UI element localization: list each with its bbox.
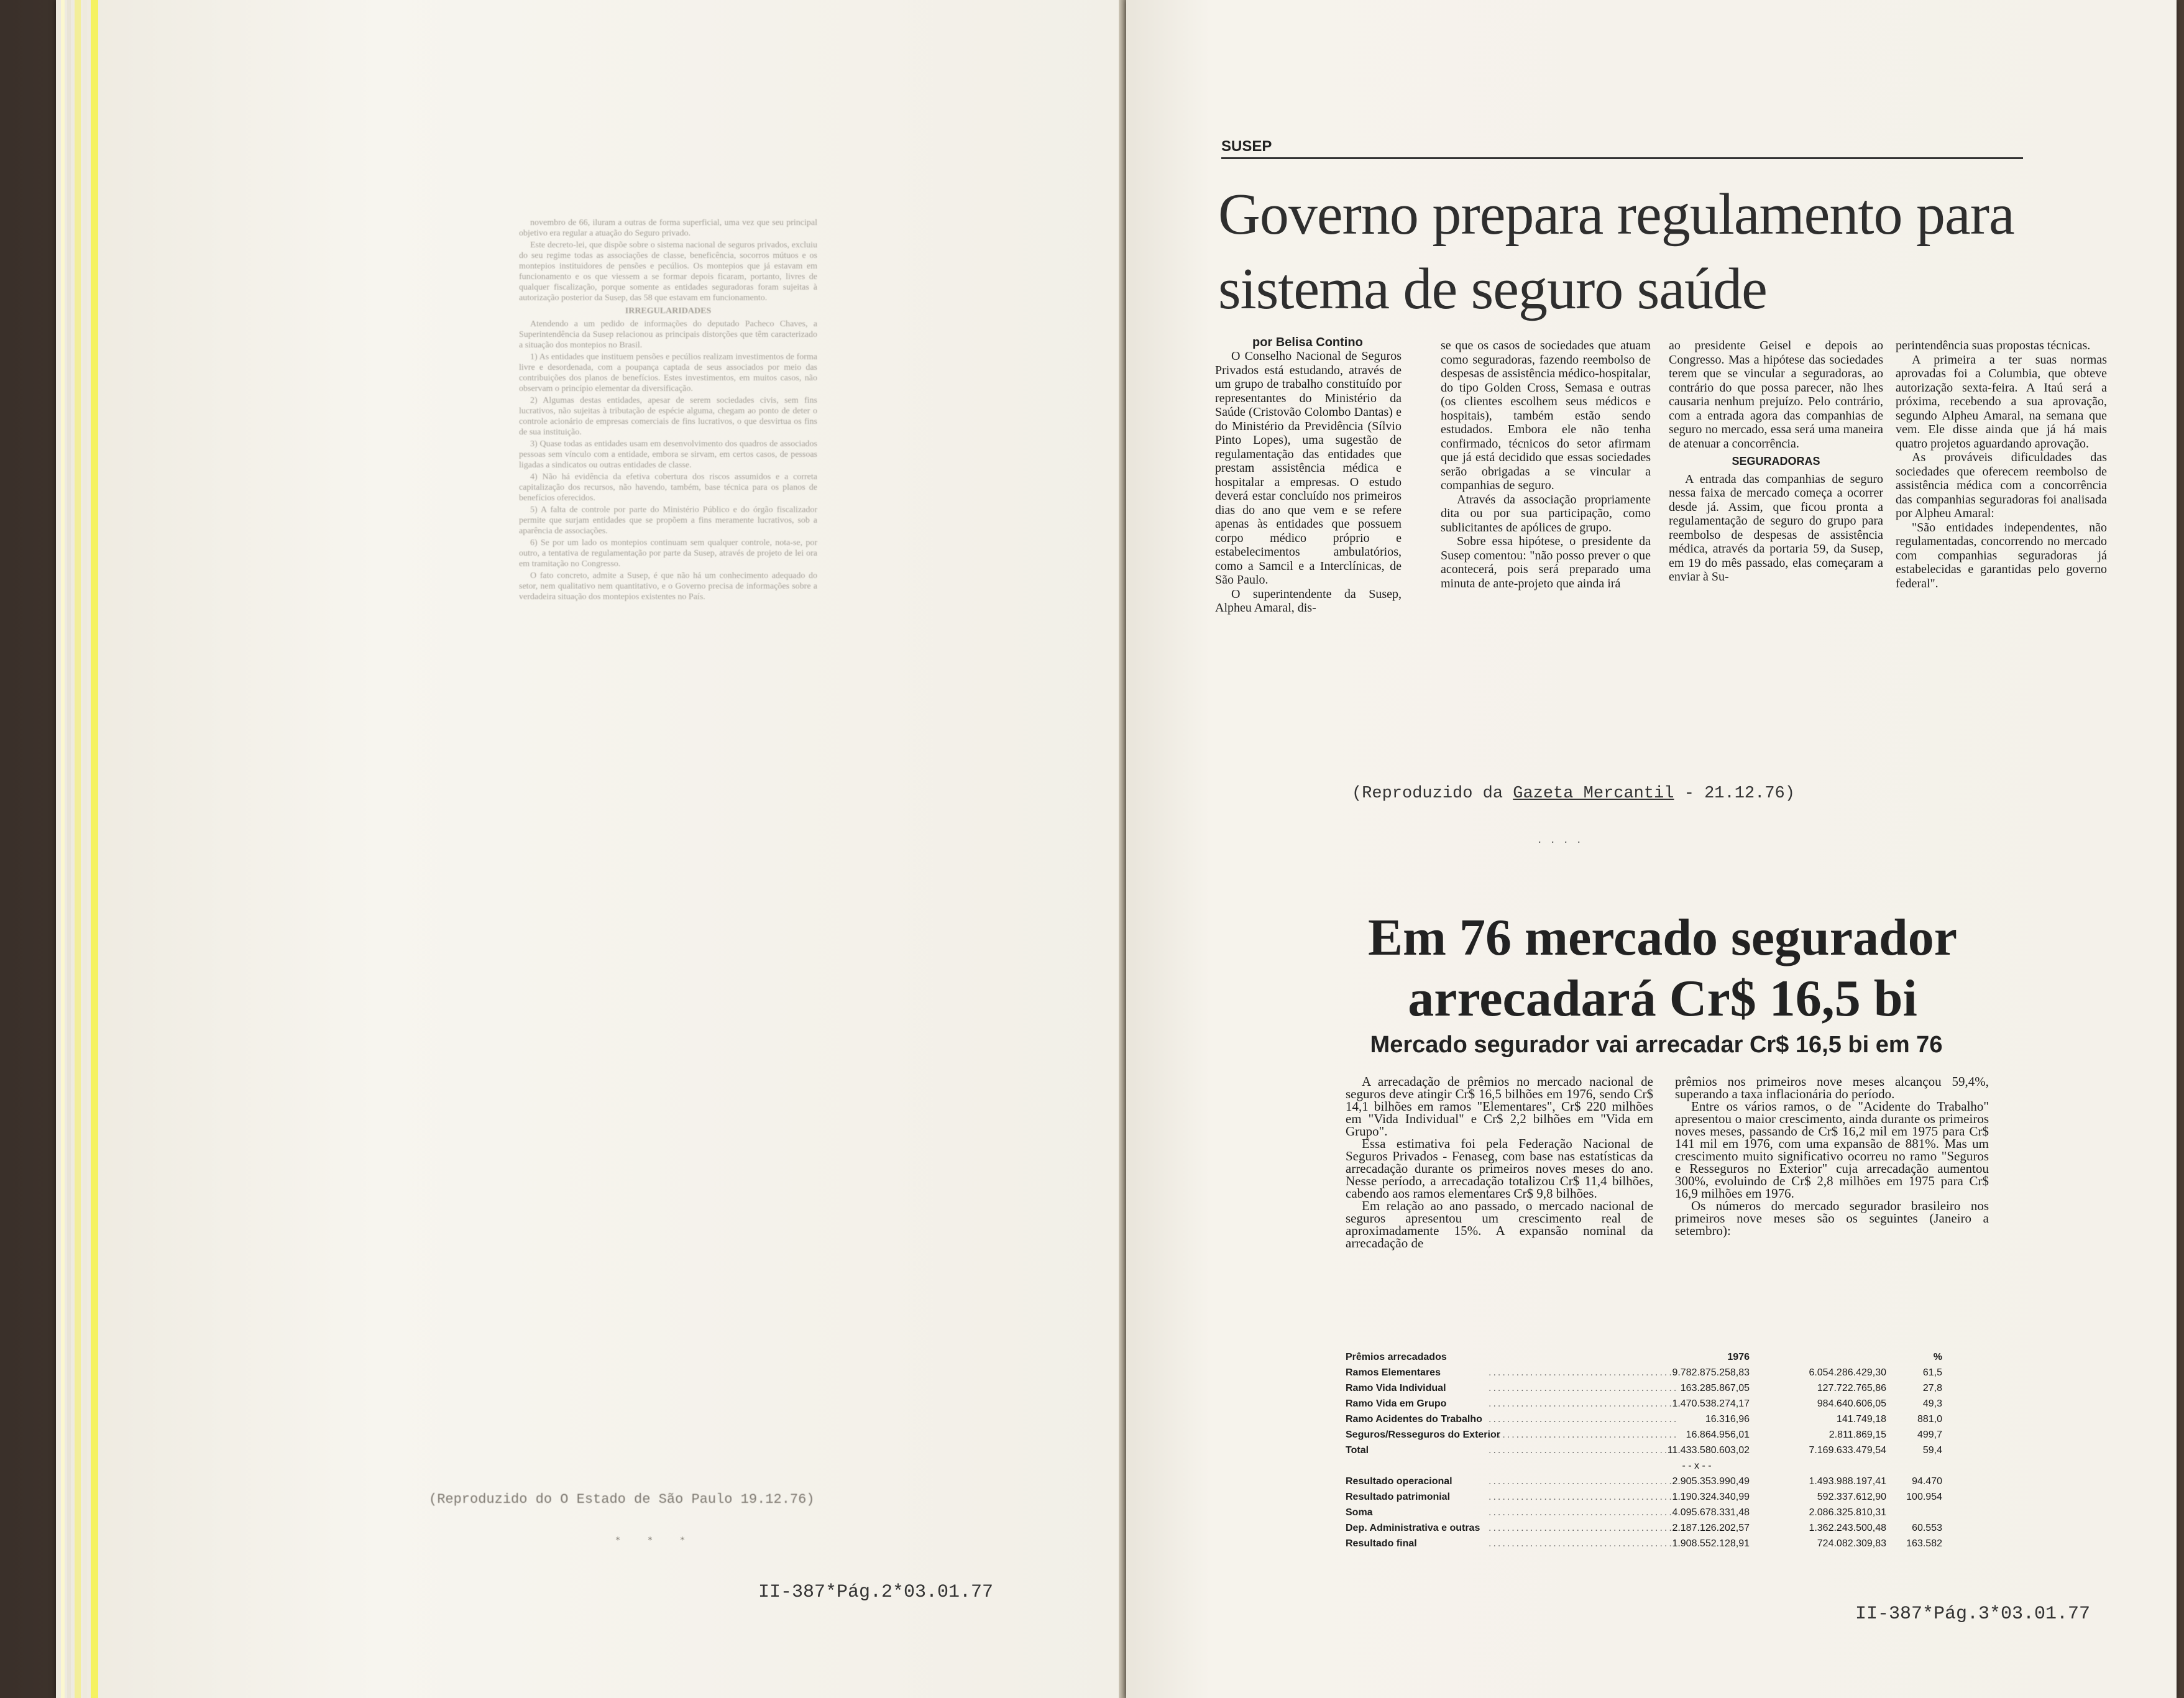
row-label: Ramo Acidentes do Trabalho — [1346, 1414, 1482, 1425]
table-row — [1346, 1398, 1986, 1414]
leader-dots: ......................................... — [1489, 1414, 1679, 1425]
separator-dots: . . . . — [1538, 833, 1584, 845]
paragraph: A entrada das companhias de seguro nessa faixa de mercado começa a ocorrer desde já. Assim, que ficou pronta a regulamentação de seguro do grupo para reembolso de despesas de assistência médica, através da portaria 59, da Susep, em 19 do mês passado, elas começaram a enviar à Su- — [1669, 472, 1883, 584]
value-1975: 6.054.286.429,30 — [1809, 1367, 1886, 1378]
source-line-gazeta — [1352, 784, 1795, 803]
value-1976: 9.782.875.258,83 — [1672, 1367, 1750, 1378]
leader-dots: ......................................... — [1489, 1492, 1679, 1502]
leader-dots: ......................................... — [1489, 1445, 1679, 1456]
table-row — [1346, 1507, 1986, 1523]
paragraph: Os números do mercado segurador brasileiro nos primeiros nove meses são os seguintes (Janeiro a setembro): — [1675, 1198, 1989, 1238]
value-1975: 2.086.325.810,31 — [1809, 1507, 1886, 1518]
table-header-row — [1346, 1352, 1986, 1367]
faded-paragraph: novembro de 66, iluram a outras de forma superficial, uma vez que seu principal objetivo era regular a atuação do Seguro privado. — [519, 218, 817, 238]
value-1976: 11.433.580.603,02 — [1667, 1445, 1750, 1456]
value-1976: 2.187.126.202,57 — [1672, 1523, 1750, 1533]
row-label: Resultado patrimonial — [1346, 1492, 1451, 1502]
row-label: Total — [1346, 1445, 1369, 1456]
value-pct: 881,0 — [1917, 1414, 1942, 1425]
headline-2: Em 76 mercado segurador arrecadará Cr$ 16,5 bi — [1368, 909, 1957, 1027]
value-1976: 1.190.324.340,99 — [1672, 1492, 1750, 1502]
row-label: Ramo Vida Individual — [1346, 1383, 1446, 1393]
faded-subhead: IRREGULARIDADES — [625, 306, 712, 316]
table-row — [1346, 1476, 1986, 1492]
page-edge — [83, 0, 87, 1698]
value-1975: 127.722.765,86 — [1817, 1383, 1886, 1393]
table-row — [1346, 1538, 1986, 1554]
row-label: Dep. Administrativa e outras — [1346, 1523, 1480, 1533]
value-1975: 592.337.612,90 — [1817, 1492, 1886, 1502]
table-body-2 — [1346, 1476, 1986, 1554]
table-row — [1346, 1445, 1986, 1461]
paragraph: perintendência suas propostas técnicas. — [1896, 339, 2091, 352]
paragraph: Essa estimativa foi pela Federação Nacional de Seguros Privados - Fenaseg, com base nas estatísticas da arrecadação durante os primeiros noves meses do ano. Nesse período, a arrecadação totalizou Cr$ 11,4 bilhões, cabendo aos ramos elementares Cr$ 9,8 bilhões. — [1346, 1136, 1653, 1201]
value-pct: 60.553 — [1912, 1523, 1942, 1533]
value-1975: 141.749,18 — [1836, 1414, 1886, 1425]
leader-dots: ......................................... — [1489, 1367, 1679, 1378]
value-pct: 499,7 — [1917, 1430, 1942, 1440]
source-paper: Gazeta Mercantil — [1513, 784, 1674, 803]
value-pct: 49,3 — [1922, 1398, 1942, 1409]
leader-dots: ......................................... — [1489, 1476, 1679, 1487]
paragraph: prêmios nos primeiros nove meses alcançou 59,4%, superando a taxa inflacionária do período. — [1675, 1074, 1989, 1101]
left-page-number: II-387*Pág.2*03.01.77 — [758, 1582, 994, 1603]
value-1976: 163.285.867,05 — [1680, 1383, 1750, 1393]
faded-article — [519, 218, 817, 1436]
leader-dots: ......................................... — [1489, 1523, 1679, 1533]
faded-paragraph: Atendendo a um pedido de informações do deputado Pacheco Chaves, a Superintendência da Susep relacionou as principais distorções que têm caracterizado a situação dos montepios no Brasil. — [519, 319, 817, 350]
value-pct: 100.954 — [1906, 1492, 1942, 1502]
table-row — [1346, 1383, 1986, 1398]
left-page — [56, 0, 1125, 1698]
paragraph: A primeira a ter suas normas aprovadas foi a Columbia, que obteve autorização sexta-feira. A Itaú será a próxima, recebendo a sua aprovação, segundo Alpheu Amaral, na semana que vem. Ele disse ainda que já há mais quatro projetos aguardando aprovação. — [1896, 352, 2107, 451]
value-1975: 2.811.869,15 — [1828, 1430, 1886, 1440]
subheadline-2: Mercado segurador vai arrecadar Cr$ 16,5 bi em 76 — [1370, 1032, 1943, 1058]
row-label: Seguros/Resseguros do Exterior — [1346, 1430, 1500, 1440]
faded-paragraph: 5) A falta de controle por parte do Ministério Público e do órgão fiscalizador permite que surjam entidades que se propõem a fins meramente lucrativos, sob a aparência de associações. — [519, 505, 817, 536]
value-pct: 27,8 — [1922, 1383, 1942, 1393]
article1-column-4 — [1896, 339, 2107, 590]
page-edge-yellow — [91, 0, 98, 1698]
article2-column-1 — [1346, 1075, 1653, 1249]
paragraph: A arrecadação de prêmios no mercado nacional de seguros deve atingir Cr$ 16,5 bilhões em 1976, sendo Cr$ 14,1 bilhões em ramos "Elementares", Cr$ 220 milhões em "Vida Individual" e Cr$ 2,2 bilhões em "Vida em Grupo". — [1346, 1074, 1653, 1139]
table-col-pct: % — [1933, 1352, 1942, 1362]
value-1976: 16.316,96 — [1705, 1414, 1750, 1425]
paragraph: se que os casos de sociedades que atuam como seguradoras, fazendo reembolso de despesas de assistência médico-hospitalar, do tipo Golden Cross, Semasa e outras (os clientes escolhem seus médicos e hospitais), também estão sendo estudados. Embora ele não tenha confirmado, técnicos do setor afirmam que já está decidido que essas sociedades serão obrigadas a se vincular a companhias de seguro. — [1441, 339, 1651, 492]
paragraph: Em relação ao ano passado, o mercado nacional de seguros apresentou um crescimento real de aproximadamente 15%. A expansão nominal da arrecadação de — [1346, 1198, 1653, 1251]
article1-column-1 — [1215, 349, 1402, 615]
page-edge — [61, 0, 65, 1698]
byline: por Belisa Contino — [1252, 336, 1363, 349]
value-pct: 61,5 — [1922, 1367, 1942, 1378]
table-row — [1346, 1523, 1986, 1538]
value-1975: 7.169.633.479,54 — [1809, 1445, 1886, 1456]
page-edge — [67, 0, 71, 1698]
paragraph: Entre os vários ramos, o de "Acidente do Trabalho" apresentou o maior crescimento, ainda durante os primeiros noves meses, passando de Cr$ 16,2 mil em 1975 para Cr$ 141 mil em 1976, com uma expansão de 881%. Mas um crescimento muito significativo ocorreu no ramo "Seguros e Resseguros no Exterior" cuja arrecadação aumentou 300%, evoluindo de Cr$ 2,8 milhões em 1975 para Cr$ 16,9 milhões em 1976. — [1675, 1099, 1989, 1201]
leader-dots: ......................................... — [1489, 1430, 1679, 1440]
leader-dots: ......................................... — [1489, 1538, 1679, 1549]
headline-1: Governo prepara regulamento para sistema de seguro saúde — [1218, 182, 2014, 321]
premium-table — [1346, 1352, 1986, 1554]
table-mid-mark: - - x - - — [1682, 1461, 1712, 1471]
value-pct: 163.582 — [1906, 1538, 1942, 1549]
table-col-1976: 1976 — [1727, 1352, 1750, 1362]
value-1975: 984.640.606,05 — [1817, 1398, 1886, 1409]
article1-column-3 — [1669, 339, 1883, 584]
table-body — [1346, 1367, 1986, 1461]
paragraph: Sobre essa hipótese, o presidente da Susep comentou: "não posso prever o que acontecerá, pois será preparado uma minuta de ante-projeto que ainda irá — [1441, 535, 1651, 590]
table-row — [1346, 1492, 1986, 1507]
faded-paragraph: 1) As entidades que instituem pensões e pecúlios realizam investimentos de forma livre e desordenada, com a poupança captada de seus associados por meio das contribuições dos planos de benefícios. Estes investimentos, em muitos casos, não observam o princípio elementar da diversificação. — [519, 352, 817, 393]
table-title: Prêmios arrecadados — [1346, 1352, 1447, 1362]
faded-paragraph: 4) Não há evidência da efetiva cobertura dos riscos assumidos e a correta capitalização dos recursos, não havendo, também, base técnica para os planos de benefícios oferecidos. — [519, 472, 817, 503]
table-row — [1346, 1414, 1986, 1430]
paragraph: ao presidente Geisel e depois ao Congresso. Mas a hipótese das sociedades terem que se vincular a seguradoras, ao contrário do que possa parecer, não lhes causaria nenhum prejuízo. Pelo contrário, com a entrada agora das companhias de seguro no mercado, essa será uma maneira de atenuar a concorrência. — [1669, 339, 1883, 451]
source-suffix: - 21.12.76) — [1674, 784, 1795, 803]
row-label: Ramos Elementares — [1346, 1367, 1441, 1378]
right-page-number: II-387*Pág.3*03.01.77 — [1855, 1604, 2091, 1625]
row-label: Resultado operacional — [1346, 1476, 1452, 1487]
table-row — [1346, 1367, 1986, 1383]
subhead-seguradoras: SEGURADORAS — [1732, 455, 1820, 467]
leader-dots: ......................................... — [1489, 1398, 1679, 1409]
value-1976: 4.095.678.331,48 — [1672, 1507, 1750, 1518]
faded-paragraph: 3) Quase todas as entidades usam em desenvolvimento dos quadros de associados pessoas sem vínculo com a entidade, embora se sirvam, em certos casos, de pessoas ligadas a sindicatos ou outras entidades de classe. — [519, 439, 817, 470]
paragraph: As prováveis dificuldades das sociedades que oferecem reembolso de assistência médica com a concorrência das companhias seguradoras foi analisada por Alpheu Amaral: — [1896, 451, 2107, 520]
value-1976: 1.470.538.274,17 — [1672, 1398, 1750, 1409]
faded-paragraph: Este decreto-lei, que dispõe sobre o sistema nacional de seguros privados, excluiu do seu regime todas as associações de classe, beneficência, socorros mútuos e os montepios instituidores de pensões e pecúlios. Os montepios que já estavam em funcionamento e os que viessem a se formar depois ficaram, portanto, livres de qualquer fiscalização, porque somente as entidades seguradoras foram sujeitas à autorização posterior da Susep, das 58 que estavam em funcionamento. — [519, 241, 817, 303]
leader-dots: ......................................... — [1489, 1383, 1679, 1393]
paragraph: "São entidades independentes, não regulamentadas, concorrendo no mercado com companhias seguradoras já estabelecidas e garantidas pelo governo federal". — [1896, 520, 2107, 590]
value-1975: 1.493.988.197,41 — [1809, 1476, 1886, 1487]
value-pct: 94.470 — [1912, 1476, 1942, 1487]
faded-paragraph: 2) Algumas destas entidades, apesar de serem sociedades civis, sem fins lucrativos, não sujeitas à tributação de espécie alguma, chegam ao ponto de deter o controle acionário de empresas comerciais de fins lucrativos, o que desvirtua os fins de sua instituição. — [519, 396, 817, 437]
faded-paragraph: O fato concreto, admite a Susep, é que não há um conhecimento adequado do setor, nem qualitativo nem quantitativo, e o Governo precisa de informações sobre a verdadeira situação dos montepios existentes no País. — [519, 571, 817, 602]
left-source-line: (Reproduzido do O Estado de São Paulo 19.12.76) — [429, 1492, 815, 1507]
table-row — [1346, 1430, 1986, 1445]
value-1976: 16.864.956,01 — [1686, 1430, 1750, 1440]
source-prefix: (Reproduzido da — [1352, 784, 1513, 803]
row-label: Soma — [1346, 1507, 1373, 1518]
value-1976: 2.905.353.990,49 — [1672, 1476, 1750, 1487]
paragraph: O superintendente da Susep, Alpheu Amaral, dis- — [1215, 587, 1402, 615]
value-1976: 1.908.552.128,91 — [1672, 1538, 1750, 1549]
left-dots: * * * — [615, 1535, 697, 1546]
section-kicker: SUSEP — [1221, 138, 1272, 155]
faded-paragraph: 6) Se por um lado os montepios continuam sem qualquer controle, nota-se, por outro, a tentativa de regulamentação por parte da Susep, através de projeto de lei ora em tramitação no Congresso. — [519, 538, 817, 569]
kicker-rule — [1221, 157, 2023, 159]
value-1975: 724.082.309,83 — [1817, 1538, 1886, 1549]
page-edge-yellow — [75, 0, 81, 1698]
leader-dots: ......................................... — [1489, 1507, 1679, 1518]
paragraph: O Conselho Nacional de Seguros Privados está estudando, através de um grupo de trabalho constituído por representantes do Ministério da Saúde (Cristovão Colombo Dantas) e do Ministério da Previdência (Sílvio Pinto Lopes), uma sugestão de regulamentação das entidades que prestam assistência médica e hospitalar a empresas. O estudo deverá estar concluído nos primeiros dias do ano que vem e se refere apenas às entidades que possuem corpo médico próprio e estabelecimentos ambulatórios, como a Samcil e a Interclínicas, de São Paulo. — [1215, 349, 1402, 587]
row-label: Ramo Vida em Grupo — [1346, 1398, 1447, 1409]
row-label: Resultado final — [1346, 1538, 1417, 1549]
value-1975: 1.362.243.500,48 — [1809, 1523, 1886, 1533]
table-separator-row — [1346, 1461, 1986, 1476]
paragraph: Através da associação propriamente dita ou por sua participação, como sublicitantes de apólices de grupo. — [1441, 492, 1651, 535]
article1-column-2 — [1441, 339, 1651, 590]
article2-column-2 — [1675, 1075, 1989, 1237]
value-pct: 59,4 — [1922, 1445, 1942, 1456]
